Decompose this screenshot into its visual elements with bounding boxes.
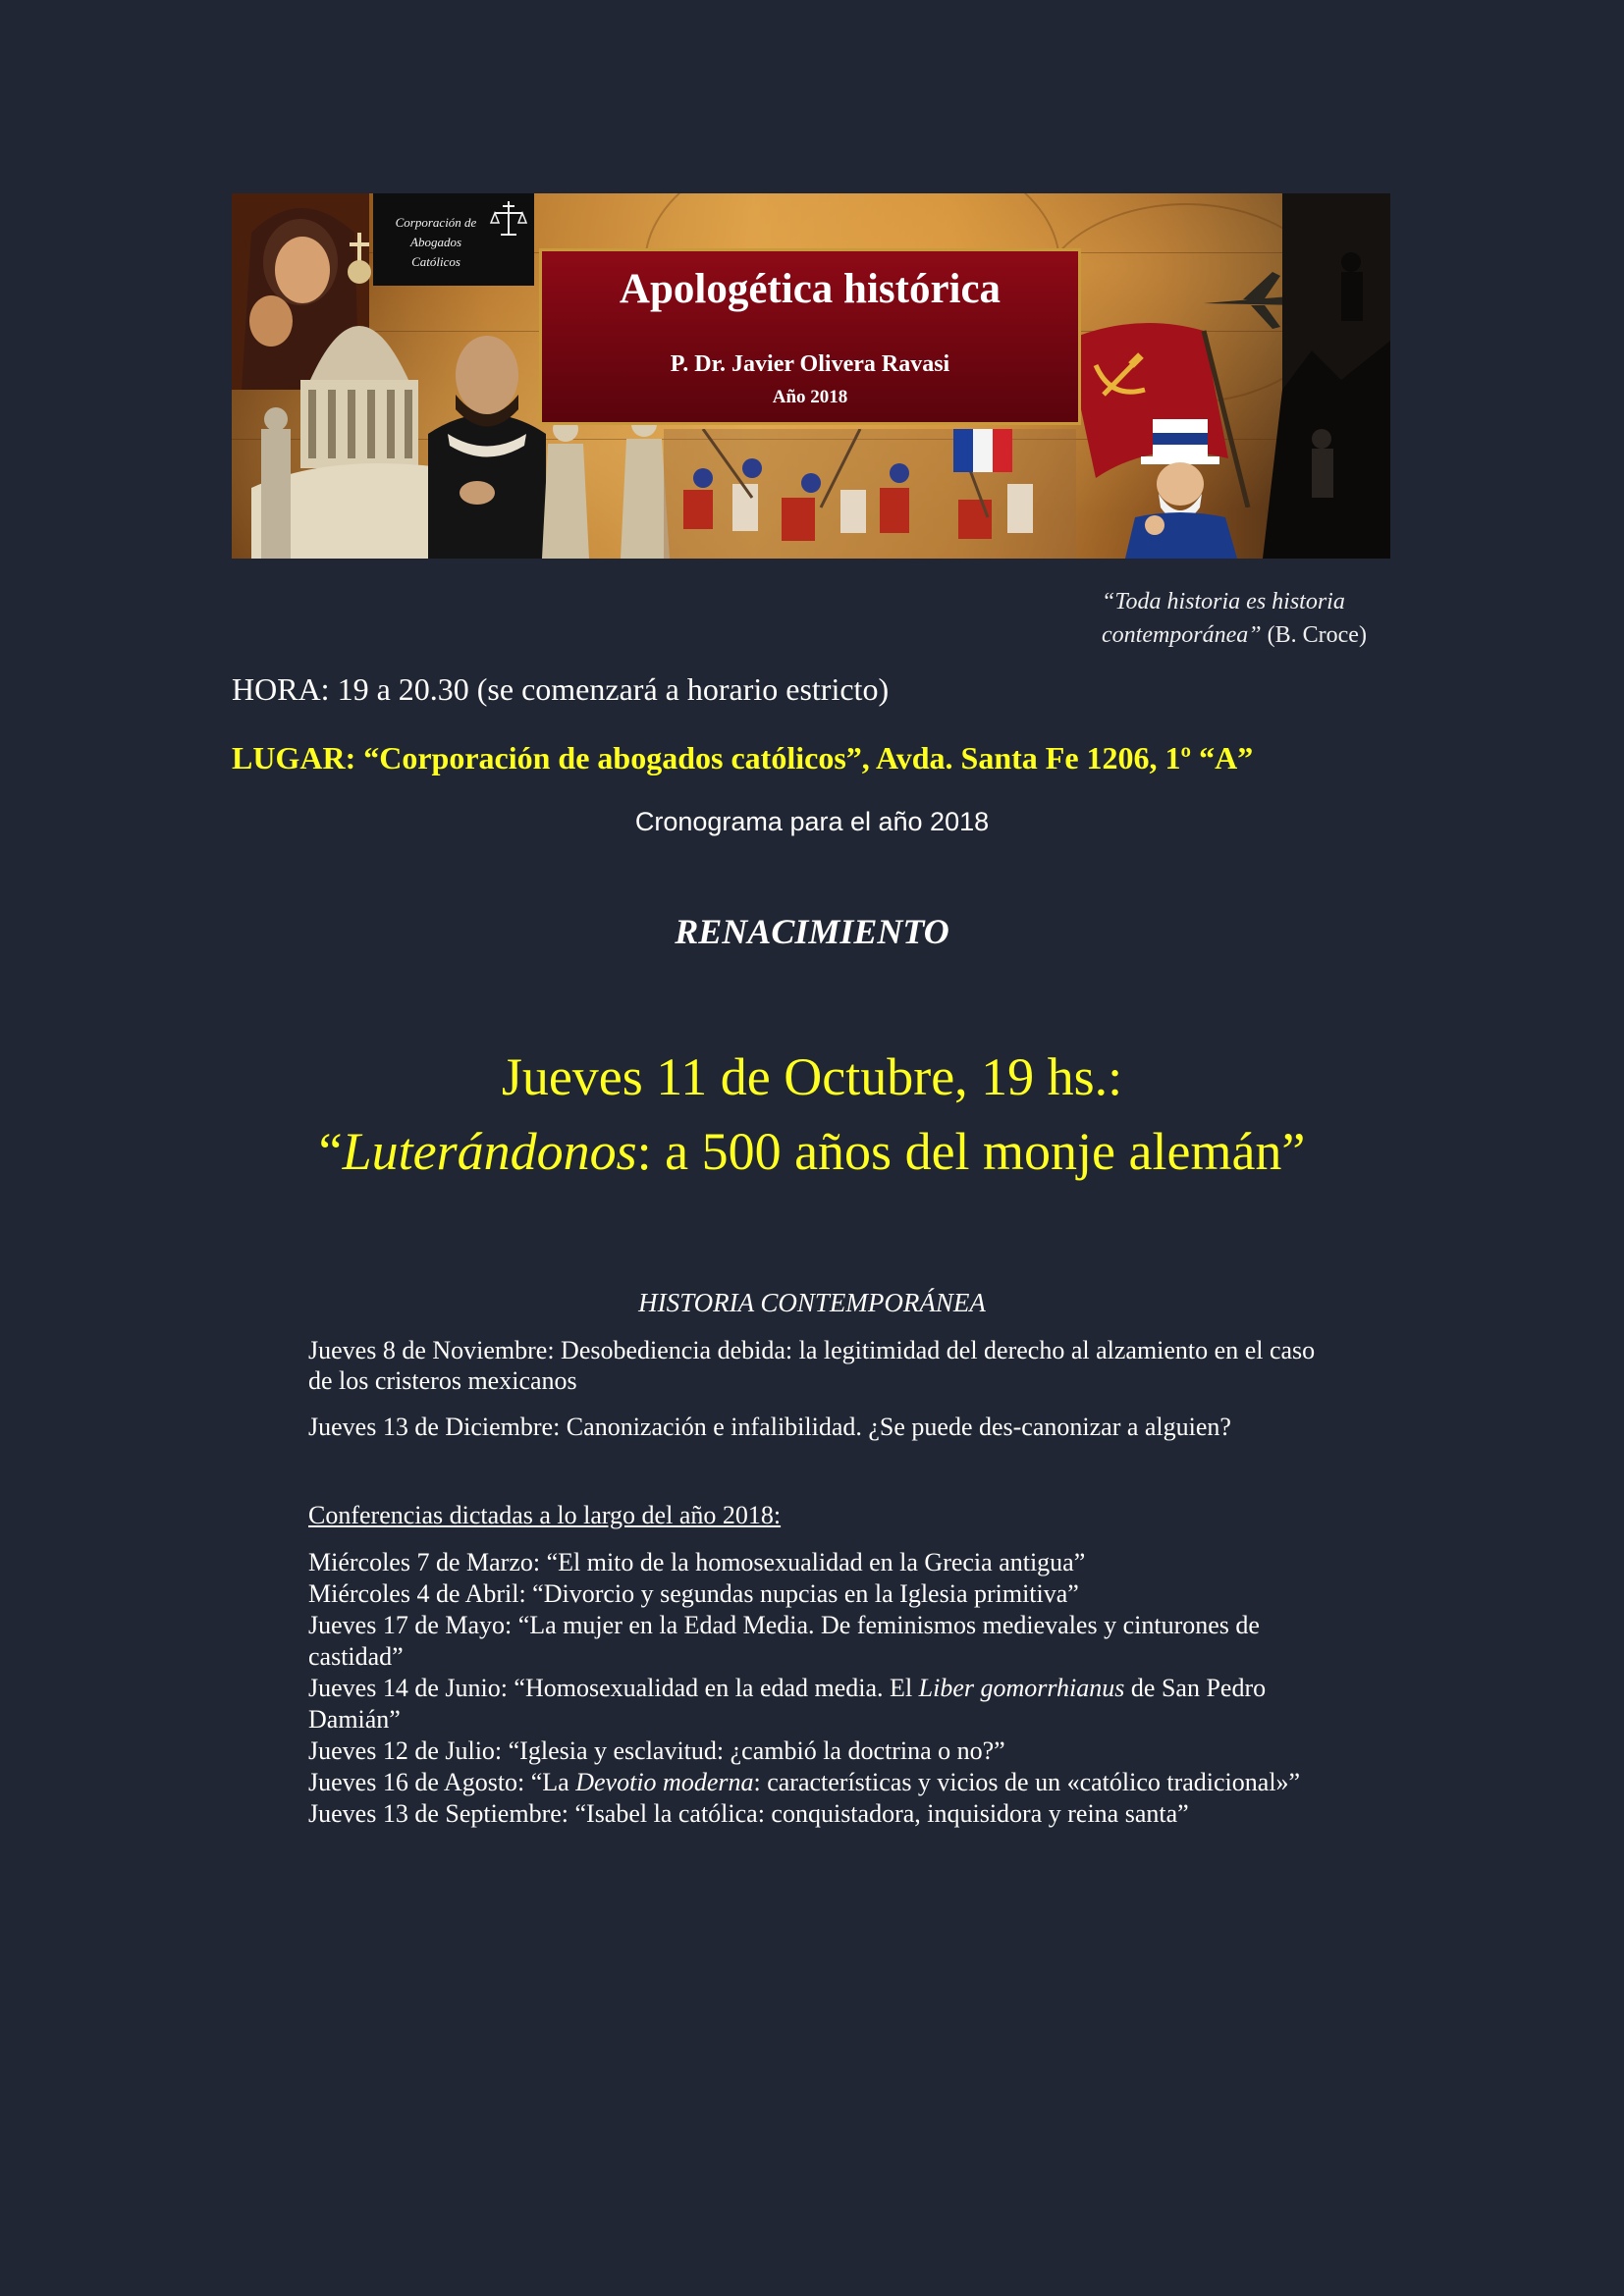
conferencia-item [308, 1767, 1320, 1798]
conferencia-italic: Liber gomorrhianus [918, 1674, 1125, 1702]
french-flag-image [953, 429, 1012, 472]
cronograma-heading: Cronograma para el año 2018 [634, 807, 990, 836]
banner-year: Año 2018 [772, 387, 848, 407]
featured-title-open: “ [318, 1122, 343, 1181]
renacimiento-heading: RENACIMIENTO [675, 912, 949, 951]
conferencia-text: Miércoles 4 de Abril: “Divorcio y segundas nupcias en la Iglesia primitiva” [308, 1579, 1079, 1608]
featured-event-date: Jueves 11 de Octubre, 19 hs.: [501, 1047, 1123, 1106]
conferencia-italic: Devotio moderna [575, 1768, 754, 1796]
scales-icon [489, 199, 528, 239]
corporacion-logo [373, 193, 534, 286]
banner-title-panel [539, 248, 1081, 425]
featured-event-title [0, 1121, 1624, 1182]
historia-heading: HISTORIA CONTEMPORÁNEA [638, 1288, 986, 1317]
conferencia-text: Jueves 16 de Agosto: “La [308, 1768, 576, 1796]
conferencia-text-end: : características y vicios de un «católico tradicional»” [753, 1768, 1301, 1796]
conferencia-item [308, 1610, 1320, 1673]
conferencia-item [308, 1547, 1320, 1578]
uncle-sam-image [1115, 419, 1253, 559]
conferencias-list [308, 1547, 1320, 1830]
croce-quote [1102, 585, 1396, 652]
conferencia-text: Jueves 17 de Mayo: “La mujer en la Edad Media. De feminismos medievales y cinturones de castidad” [308, 1611, 1260, 1671]
featured-title-italic: Luterándonos [342, 1122, 637, 1181]
conferencia-item [308, 1798, 1320, 1830]
corp-line-1: Corporación de [395, 215, 477, 230]
historia-item: Jueves 13 de Diciembre: Canonización e infalibilidad. ¿Se puede des-canonizar a alguien? [308, 1413, 1231, 1441]
banner-author: P. Dr. Javier Olivera Ravasi [670, 351, 950, 377]
battle-scene-image [664, 429, 1076, 559]
corporacion-logo-text [387, 213, 485, 272]
quote-text: “Toda historia es historia contemporánea” [1102, 589, 1345, 648]
featured-title-rest: : a 500 años del monje alemán” [636, 1122, 1306, 1181]
conferencias-heading: Conferencias dictadas a lo largo del año 2018: [308, 1501, 782, 1529]
header-banner [232, 193, 1390, 559]
historia-item: Jueves 8 de Noviembre: Desobediencia debida: la legitimidad del derecho al alzamiento en el caso de los cristeros mexicanos [308, 1336, 1316, 1395]
hora-line: HORA: 19 a 20.30 (se comenzará a horario estricto) [232, 671, 890, 707]
quote-attribution: (B. Croce) [1261, 622, 1367, 648]
conferencia-text-end: de San Pedro Damián” [308, 1674, 1267, 1734]
banner-title: Apologética histórica [619, 266, 1001, 312]
lugar-line: LUGAR: “Corporación de abogados católicos”, Avda. Santa Fe 1206, 1º “A” [232, 740, 1254, 775]
conferencia-text: Jueves 14 de Junio: “Homosexualidad en la edad media. El [308, 1674, 919, 1702]
conferencia-item [308, 1673, 1320, 1735]
soldiers-silhouette-image [1243, 193, 1390, 559]
conferencia-item [308, 1578, 1320, 1610]
conferencia-text: Jueves 13 de Septiembre: “Isabel la católica: conquistadora, inquisidora y reina santa” [308, 1799, 1189, 1828]
conferencia-text: Miércoles 7 de Marzo: “El mito de la homosexualidad en la Grecia antigua” [308, 1548, 1086, 1576]
conferencia-text: Jueves 12 de Julio: “Iglesia y esclavitud: ¿cambió la doctrina o no?” [308, 1736, 1005, 1765]
corp-line-2: Abogados Católicos [410, 235, 461, 269]
conferencia-item [308, 1735, 1320, 1767]
